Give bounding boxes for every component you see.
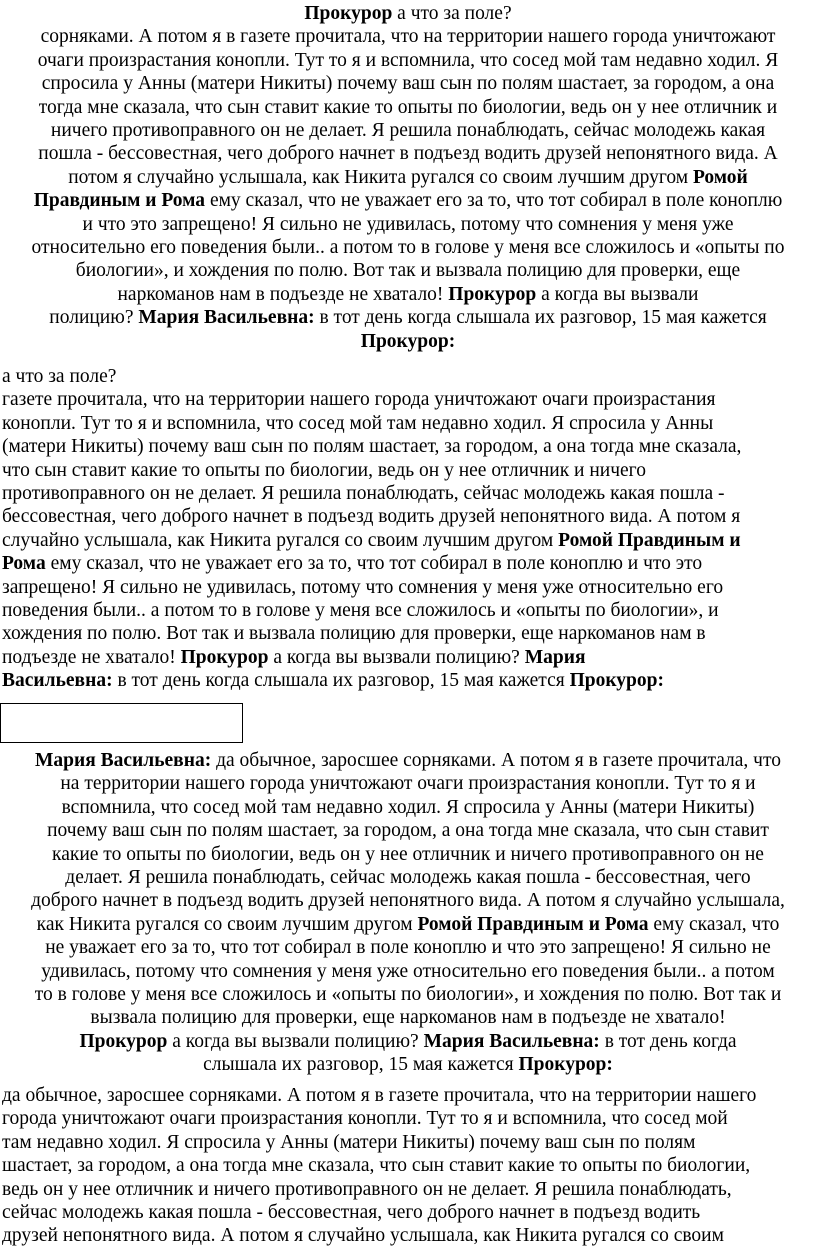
line [2,365,814,388]
line: то в голове у меня все сложилось и «опыты по биологии», и хождения по полю. Вот так и [34,984,782,1006]
line: делает. Я решила понаблюдать, сейчас молодежь какая пошла - бессовестная, чего [65,867,751,889]
line [2,283,814,306]
speaker-maria: Васильевна: [2,670,113,692]
line: почему ваш сын по полям шастает, за городом, а она тогда мне сказала, что сын ставит [47,820,769,842]
line [2,552,814,575]
paragraph-4 [2,1084,814,1248]
line: да обычное, заросшее сорняками. А потом я в газете прочитала, что на территории нашего [2,1085,757,1106]
speaker-prosecutor: Прокурор: [518,1054,613,1076]
line: хождения по полю. Вот так и вызвала полицию для проверки, еще наркоманов нам в [2,623,706,645]
line [2,669,814,692]
line [2,749,814,772]
line: конопли. Тут то я и вспомнила, что сосед мой там недавно ходил. Я спросила у Анны [2,412,714,434]
text: в тот день когда [599,1030,737,1052]
line [2,1030,814,1053]
speaker-maria: Мария Васильевна: [138,307,315,329]
line [2,330,814,353]
line: сорняками. А потом я в газете прочитала, что на территории нашего города уничтожают [40,26,776,48]
bold-name: Ромой Правдиным и [558,529,741,551]
line: доброго начнет в подъезд водить друзей непонятного вида. А потом я случайно услышала, [31,890,785,912]
line: относительно его поведения были.. а потом то в голове у меня все сложилось и «опыты по [31,237,785,259]
line: запрещено! Я сильно не удивилась, потому что сомнения у меня уже относительно его [2,576,724,598]
line: пошла - бессовестная, чего доброго начнет в подъезд водить друзей непонятного вида. А [38,143,778,165]
line: ведь он у нее отличник и ничего противоправного он не делает. Я решила понаблюдать, [2,1178,732,1200]
line: там недавно ходил. Я спросила у Анны (матери Никиты) почему ваш сын по полям [2,1131,696,1153]
text: ему сказал, что [648,913,780,935]
line: вызвала полицию для проверки, еще наркоманов нам в подъезде не хватало! [90,1007,726,1029]
text: ему сказал, что не уважает его за то, что тот собирал в поле коноплю и что это [45,553,703,575]
speaker-prosecutor: Прокурор [304,3,393,24]
text: наркоманов нам в подъезде не хватало! [117,283,449,305]
speaker-maria: Мария [524,646,586,668]
line: тогда мне сказала, что сын ставит какие то опыты по биологии, ведь он у нее отличник и [38,96,778,118]
line: и что это запрещено! Я сильно не удивилась, потому что сомнения у меня уже [82,213,734,235]
text: случайно услышала, как Никита ругался со своим лучшим другом [2,529,559,551]
speaker-prosecutor: Прокурор [180,646,269,668]
text: а когда вы вызвали [536,283,699,305]
text: а когда вы вызвали полицию? [167,1030,419,1052]
line: сейчас молодежь какая пошла - бессовестная, чего доброго начнет в подъезд водить [2,1202,701,1224]
line [2,646,814,669]
line: противоправного он не делает. Я решила понаблюдать, сейчас молодежь какая пошла - [2,483,725,505]
text: слышала их разговор, 15 мая кажется [203,1054,519,1076]
text: подъезде не хватало! [2,646,181,668]
text: полицию? [49,307,134,329]
line: (матери Никиты) почему ваш сын по полям шастает, за городом, а она тогда мне сказала, [2,436,742,458]
line [2,913,814,936]
line [2,2,814,25]
speaker-prosecutor: Прокурор [448,283,537,305]
line: поведения были.. а потом то в голове у меня все сложилось и «опыты по биологии», и [2,600,719,622]
paragraph-2 [2,365,814,693]
speaker-prosecutor: Прокурор: [569,670,664,692]
text: в тот день когда слышала их разговор, 15 мая кажется [314,307,767,329]
text: а когда вы вызвали полицию? [268,646,520,668]
line: биологии», и хождения по полю. Вот так и вызвала полицию для проверки, еще [75,260,741,282]
speaker-maria: Мария Васильевна: [34,750,212,771]
paragraph-1 [2,2,814,353]
line: бессовестная, чего доброго начнет в подъезд водить друзей непонятного вида. А потом я [2,506,741,528]
bold-name: Ромой Правдиным и Рома [417,913,649,935]
line: города уничтожают очаги произрастания конопли. Тут то я и вспомнила, что сосед мой [2,1108,728,1130]
line: на территории нашего города уничтожают очаги произрастания конопли. Тут то я и [60,773,756,795]
line: какие то опыты по биологии, ведь он у нее отличник и ничего противоправного он не [52,843,764,865]
line [2,529,814,552]
bold-name: Рома [2,553,46,575]
line: вспомнила, что сосед мой там недавно ходил. Я спросила у Анны (матери Никиты) [61,796,755,818]
text: а что за поле? [2,366,117,387]
line: друзей непонятного вида. А потом я случайно услышала, как Никита ругался со своим [2,1225,724,1247]
line: что сын ставит какие то опыты по биологии, ведь он у нее отличник и ничего [2,459,646,481]
text: ему сказал, что не уважает его за то, что тот собирал в поле коноплю [205,190,783,212]
bold-name: Правдиным и Рома [33,190,206,212]
line: очаги произрастания конопли. Тут то я и вспомнила, что сосед мой там недавно ходил. Я [37,49,779,71]
text: а что за поле? [392,3,512,24]
speaker-prosecutor: Прокурор [79,1030,168,1052]
paragraph-3 [2,749,814,1077]
line [2,166,814,189]
text: потом я случайно услышала, как Никита ругался со своим лучшим другом [68,166,693,188]
line [2,189,814,212]
line [2,306,814,329]
line: спросила у Анны (матери Никиты) почему ваш сын по полям шастает, за городом, а она [41,73,775,95]
line: удивилась, потому что сомнения у меня уже относительно его поведения были.. а потом [41,960,775,982]
line: шастает, за городом, а она тогда мне сказала, что сын ставит какие то опыты по биологии, [2,1155,751,1177]
bold-name: Ромой [692,166,748,188]
line [2,1053,814,1076]
line: не уважает его за то, что тот собирал в поле коноплю и что это запрещено! Я сильно не [45,937,771,959]
text: да обычное, заросшее сорняками. А потом я в газете прочитала, что [211,750,782,771]
text: как Никита ругался со своим лучшим другом [36,913,418,935]
speaker-maria: Мария Васильевна: [423,1030,600,1052]
speaker-prosecutor: Прокурор: [360,330,456,352]
line: ничего противоправного он не делает. Я решила понаблюдать, сейчас молодежь какая [50,120,766,142]
empty-input-box[interactable] [0,703,243,743]
line: газете прочитала, что на территории нашего города уничтожают очаги произрастания [2,389,716,411]
text: в тот день когда слышала их разговор, 15 мая кажется [112,670,570,692]
